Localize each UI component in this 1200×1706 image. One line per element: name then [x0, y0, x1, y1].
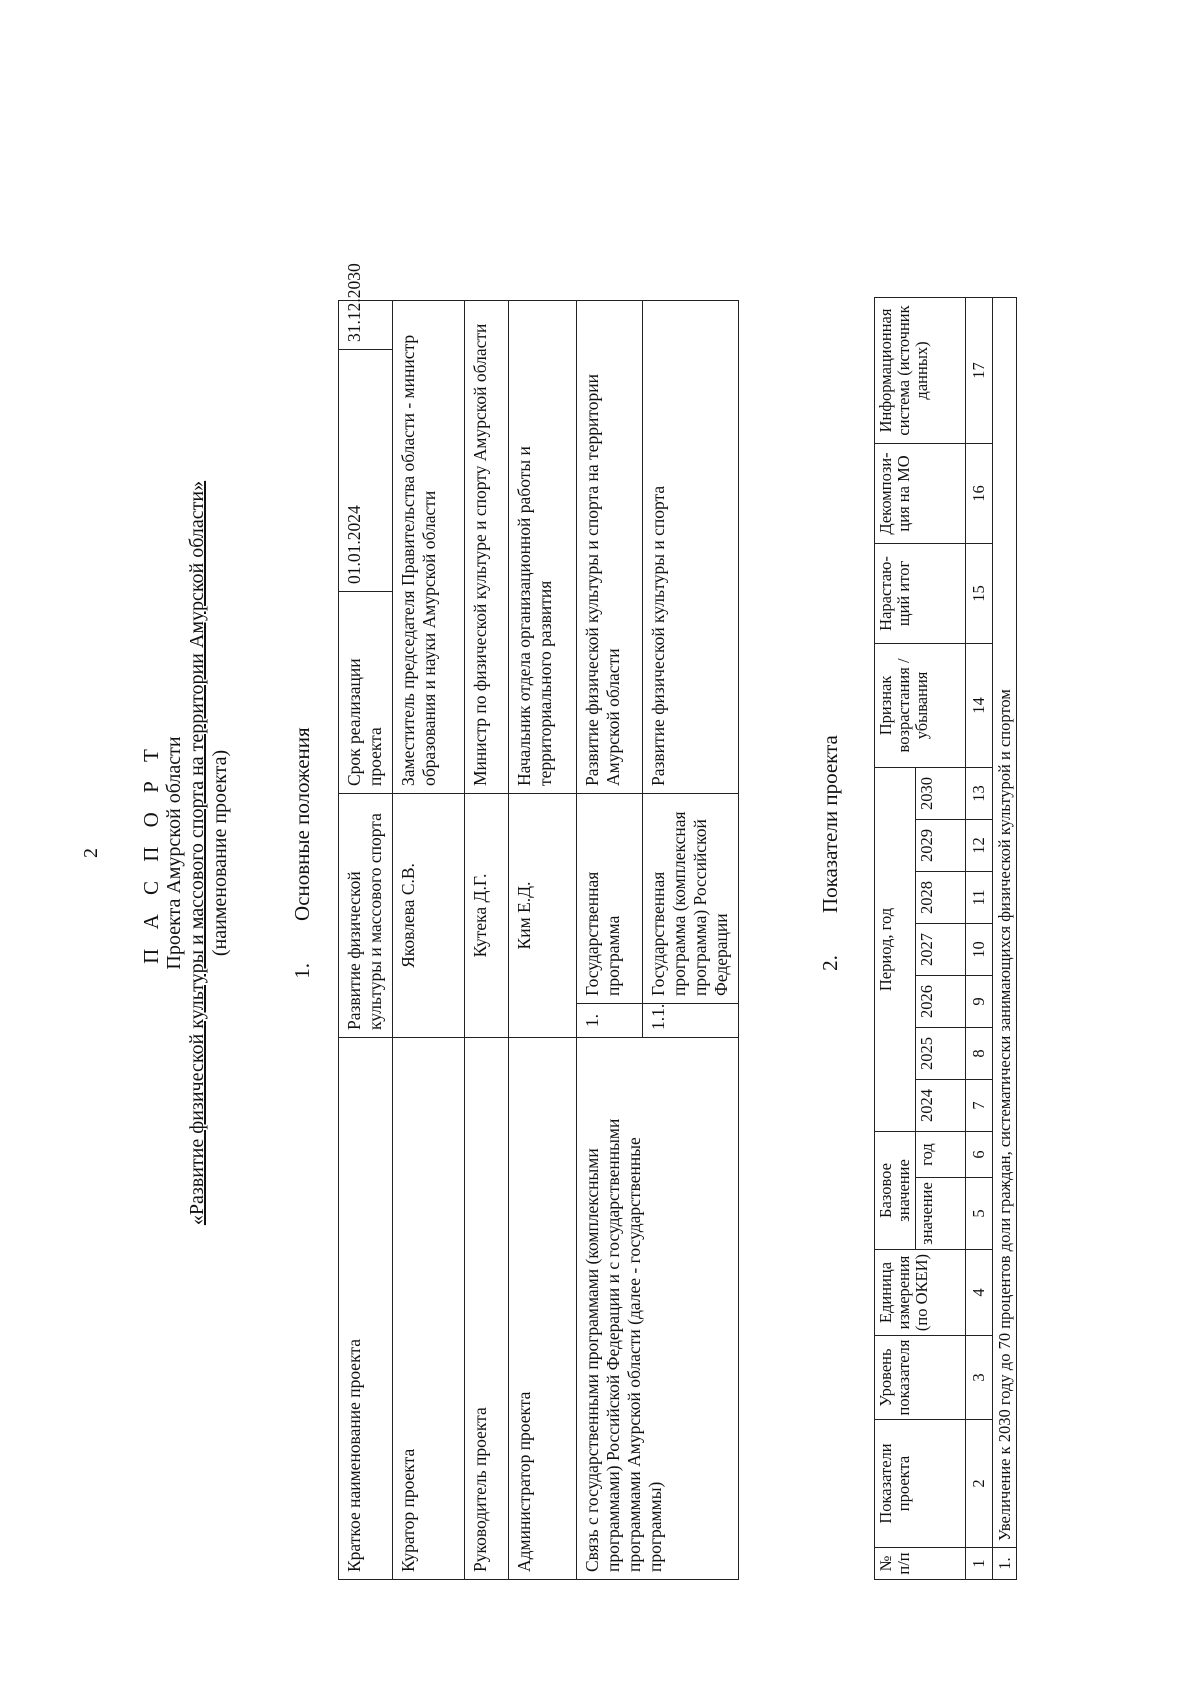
column-number: 9 — [966, 975, 993, 1027]
table-row — [465, 301, 509, 1580]
page-number: 2 — [80, 848, 102, 858]
project-name-caption: (наименование проекта) — [209, 749, 231, 957]
column-number: 11 — [966, 871, 993, 923]
term-end: 31.12.2030 — [339, 301, 393, 350]
section2-title: 2. Показатели проекта — [818, 735, 842, 971]
column-number: 5 — [966, 1178, 993, 1250]
short-name-value: Развитие физической культуры и массового спорта — [339, 794, 393, 1038]
header-level: Уровень показателя — [875, 1336, 966, 1420]
short-name-label: Краткое наименование проекта — [339, 1038, 393, 1580]
header-decomposition: Декомпози- ция на МО — [875, 443, 966, 543]
term-start: 01.01.2024 — [339, 350, 393, 592]
header-unit: Единица измерения (по ОКЕИ) — [875, 1250, 966, 1336]
column-number: 12 — [966, 819, 993, 871]
admin-name: Ким Е.Д. — [509, 794, 577, 1038]
indicators-table — [874, 297, 1017, 1580]
curator-position: Заместитель председателя Правительства области - министр образования и науки Амурской области — [393, 301, 465, 794]
header-base: Базовое значение — [875, 1131, 916, 1249]
leader-position: Министр по физической культуре и спорту Амурской области — [465, 301, 509, 794]
goal-num: 1. — [993, 1548, 1017, 1580]
header-indicator: Показатели проекта — [875, 1420, 966, 1548]
header-year: 2029 — [916, 819, 966, 871]
column-number: 16 — [966, 443, 993, 543]
header-year: 2024 — [916, 1079, 966, 1131]
curator-name: Яковлева С.В. — [393, 794, 465, 1038]
goal-text: Увеличение к 2030 году до 70 процентов доли граждан, систематически занимающихся физической культурой и спортом — [993, 297, 1017, 1547]
column-number: 14 — [966, 643, 993, 767]
header-num: № п/п — [875, 1548, 966, 1580]
column-numbers-row — [966, 297, 993, 1579]
link2-type: Государственная программа (комплексная программа) Российской Федерации — [643, 794, 739, 1004]
header-base-year: год — [916, 1131, 966, 1177]
table-header-row — [875, 297, 916, 1579]
header-year: 2026 — [916, 975, 966, 1027]
table-row — [339, 301, 393, 1580]
column-number: 1 — [966, 1548, 993, 1580]
goal-row — [993, 297, 1017, 1579]
link2-value: Развитие физической культуры и спорта — [643, 301, 739, 794]
section1-title: 1. Основные положения — [290, 727, 314, 979]
header-trend: Признак возрастания / убывания — [875, 643, 966, 767]
passport-title: П А С П О Р Т — [139, 742, 163, 964]
column-number: 17 — [966, 297, 993, 443]
passport-subtitle: Проекта Амурской области — [163, 736, 185, 970]
column-number: 2 — [966, 1420, 993, 1548]
link1-type: Государственная программа — [577, 794, 643, 1004]
links-label: Связь с государственными программами (комплексными программами) Российской Федерации и с государственными программами Амурской области (далее - государственные программы) — [577, 1038, 739, 1580]
header-year: 2025 — [916, 1027, 966, 1079]
column-number: 6 — [966, 1131, 993, 1177]
header-year: 2030 — [916, 767, 966, 819]
column-number: 7 — [966, 1079, 993, 1131]
table-row — [509, 301, 577, 1580]
link1-num: 1. — [577, 1004, 643, 1038]
column-number: 8 — [966, 1027, 993, 1079]
header-source: Информационная система (источник данных) — [875, 297, 966, 443]
header-period: Период, год — [875, 767, 916, 1131]
column-number: 13 — [966, 767, 993, 819]
table-row — [393, 301, 465, 1580]
admin-label: Администратор проекта — [509, 1038, 577, 1580]
column-number: 3 — [966, 1336, 993, 1420]
column-number: 10 — [966, 923, 993, 975]
link2-num: 1.1. — [643, 1004, 739, 1038]
main-provisions-table — [338, 263, 739, 1580]
header-year: 2027 — [916, 923, 966, 975]
header-year: 2028 — [916, 871, 966, 923]
link1-value: Развитие физической культуры и спорта на территории Амурской области — [577, 301, 643, 794]
column-number: 4 — [966, 1250, 993, 1336]
leader-name: Кутека Д.Г. — [465, 794, 509, 1038]
header-base-value: значение — [916, 1178, 966, 1250]
project-name: «Развитие физической культуры и массового спорта на территории Амурской области» — [186, 480, 208, 1226]
leader-label: Руководитель проекта — [465, 1038, 509, 1580]
column-number: 15 — [966, 543, 993, 643]
admin-position: Начальник отдела организационной работы и территориального развития — [509, 301, 577, 794]
curator-label: Куратор проекта — [393, 1038, 465, 1580]
header-cumulative: Нарастаю- щий итог — [875, 543, 966, 643]
table-row — [577, 301, 643, 1580]
term-label: Срок реализации проекта — [339, 592, 393, 794]
